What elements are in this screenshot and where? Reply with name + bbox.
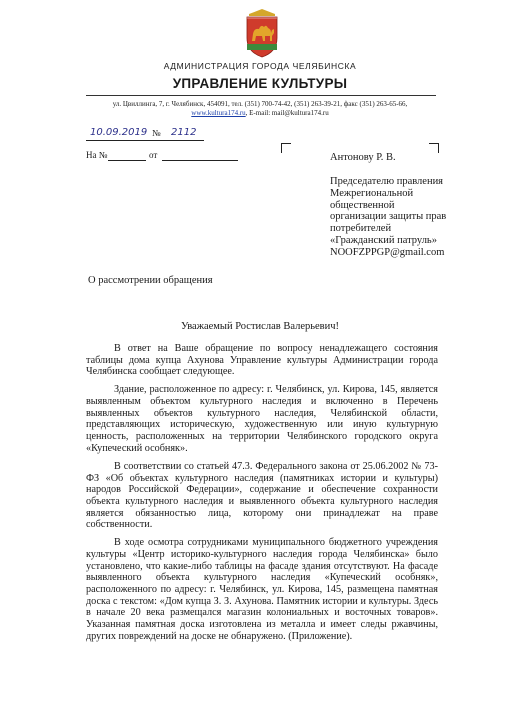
address-line: ул. Цвиллинга, 7, г. Челябинск, 454091, тел. (351) 700-74-42, (351) 263-39-21, факс (351) 263-65-66,	[112, 100, 408, 108]
ref-number-blank	[108, 160, 146, 161]
header-divider	[86, 95, 436, 96]
letter-greeting: Уважаемый Ростислав Валерьевич!	[180, 321, 340, 332]
outgoing-number: 2112	[171, 127, 197, 138]
website-link[interactable]: www.kultura174.ru	[191, 109, 246, 117]
recipient-line: общественной	[330, 199, 395, 211]
number-sign: №	[152, 128, 161, 138]
letter-body	[86, 343, 438, 649]
department-title: УПРАВЛЕНИЕ КУЛЬТУРЫ	[172, 76, 348, 91]
email-text: , E-mail: mail@kultura174.ru	[245, 109, 329, 117]
letter-subject: О рассмотрении обращения	[88, 275, 213, 286]
ref-date-label: от	[149, 150, 158, 160]
body-paragraph: Здание, расположенное по адресу: г. Челябинск, ул. Кирова, 145, является выявленным объектом культурного наследия и включенно в Перечень выявленных объектов культурного наследия, Челябинской области, представляющих историческую, художественную или иную культурную ценность, расположенных на территории Челябинского городского округа «Купеческий особняк».	[86, 384, 438, 454]
administration-title: АДМИНИСТРАЦИЯ ГОРОДА ЧЕЛЯБИНСКА	[163, 61, 357, 71]
recipient-line: Межрегиональной	[330, 187, 414, 199]
corner-mark-left	[281, 143, 291, 153]
body-paragraph: В ходе осмотра сотрудниками муниципального бюджетного учреждения культуры «Центр историко-культурного наследия города Челябинска» было установлено, что какие-либо таблицы на фасаде здания отсутствуют. На фасаде выявленного объекта культурного наследия «Купеческий особняк», расположенного по адресу: г. Челябинск, ул. Кирова, 145, размещена памятная доска с текстом: «Дом купца З. З. Ахунова. Памятник истории и культуры. Здесь в начале 20 века размещался магазин колониальных и восточных товаров». Указанная памятная доска изготовлена из металла и имеет следы ржавчины, других повреждений на доске не обнаружено. (Приложение).	[86, 537, 438, 642]
recipient-line: организации защиты прав	[330, 211, 447, 223]
recipient-block	[330, 176, 446, 259]
recipient-line: потребителей	[330, 223, 392, 235]
recipient-email: NOOFZPPGP@gmail.com	[330, 246, 445, 258]
contact-line	[0, 109, 520, 117]
recipient-line: Председателю правления	[330, 176, 444, 187]
outgoing-date: 10.09.2019	[90, 127, 148, 138]
city-coat-of-arms-icon	[235, 8, 289, 58]
ref-date-blank	[162, 160, 238, 161]
corner-mark-right	[429, 143, 439, 153]
recipient-line: «Гражданский патруль»	[330, 234, 437, 246]
ref-number-label: На №	[86, 150, 108, 160]
recipient-name: Антонову Р. В.	[330, 152, 396, 163]
body-paragraph: В соответствии со статьей 47.3. Федерального закона от 25.06.2002 № 73-ФЗ «Об объектах культурного наследия (памятниках истории и культуры) народов Российской Федерации», содержание и обеспечение сохранности объекта культурного наследия и выявленного объекта культурного наследия является обязанностью лица, которому они принадлежат на праве собственности.	[86, 460, 438, 531]
date-number-underline	[86, 140, 204, 141]
body-paragraph: В ответ на Ваше обращение по вопросу ненадлежащего состояния таблицы дома купца Ахунова Управление культуры Администрации города Челябинска сообщает следующее.	[86, 343, 438, 378]
